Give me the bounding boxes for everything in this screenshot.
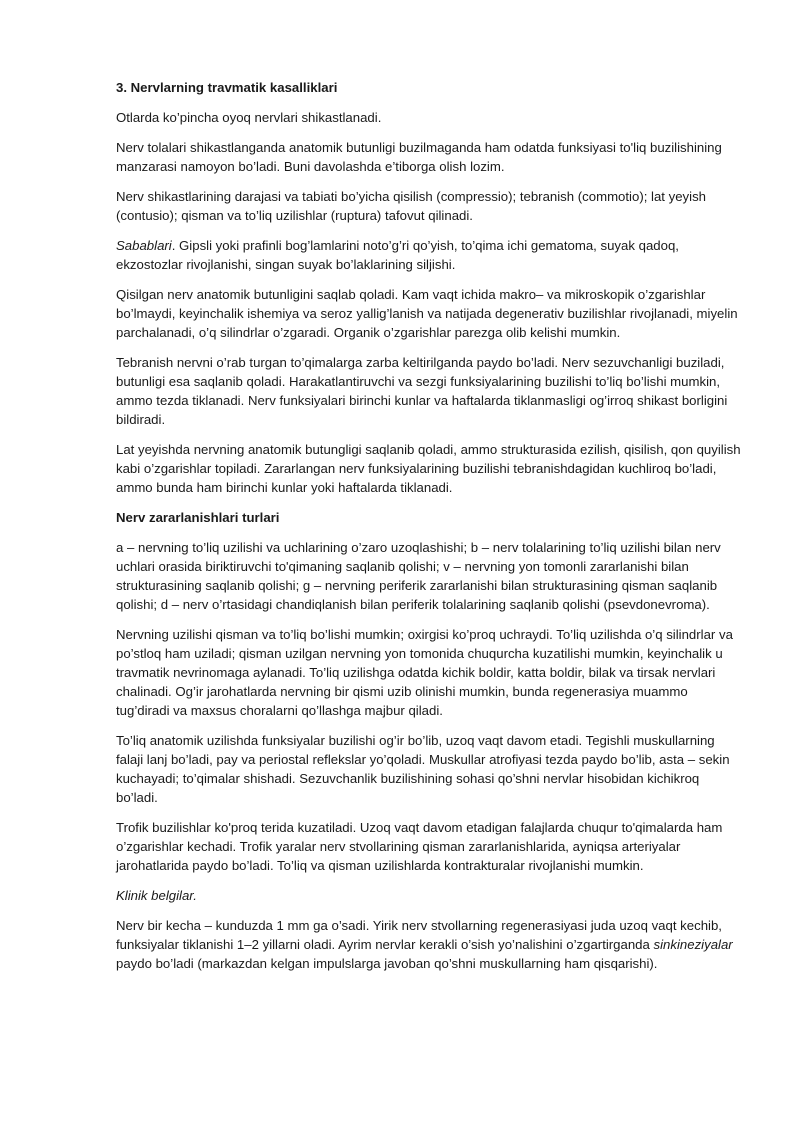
regeneration-text-a: Nerv bir kecha – kunduzda 1 mm ga o’sadi. Yirik nerv stvollarning regenerasiyasi juda uzoq vaqt kechib, funksiyalar tiklanishi 1–2 yillarni oladi. Ayrim nervlar kerakli o’sish yo’nalishini o’zgartirganda	[116, 918, 722, 952]
causes-text: . Gipsli yoki prafinli bog’lamlarini noto’g’ri qo’yish, to’qima ichi gematoma, suyak qadoq, ekzostozlar rivojlanishi, singan suyak bo’laklarining siljishi.	[116, 238, 679, 272]
regeneration-term: sinkineziyalar	[653, 937, 733, 952]
paragraph-injury-types: Nerv shikastlarining darajasi va tabiati bo’yicha qisilish (compressio); tebranish (commotio); lat yeyish (contusio); qisman va to’liq uzilishlar (ruptura) tafovut qilinadi.	[116, 189, 707, 223]
paragraph-complete-rupture: To’liq anatomik uzilishda funksiyalar buzilishi og’ir bo’lib, uzoq vaqt davom etadi. Tegishli muskullarning falaji lanj bo’ladi, pay va periostal reflekslar yo’qoladi. Muskullar atrofiyasi tezda paydo bo’lib, asta – sekin kuchayadi; to’qimalar shishadi. Sezuvchanlik buzilishining sohasi qo’shni nervlar hisobidan kichikroq bo’ladi.	[116, 733, 730, 805]
paragraph-causes	[116, 236, 744, 274]
clinical-signs-label: Klinik belgilar.	[116, 888, 197, 903]
paragraph-trophic: Trofik buzilishlar ko'proq terida kuzatiladi. Uzoq vaqt davom etadigan falajlarda chuqur to'qimalarda ham o’zgarishlar kechadi. Trofik yaralar nerv stvollarining qisman zararlanishlarida, ayniqsa arteriyalar jarohatlarida paydo bo’ladi. To’liq va qisman uzilishlarda kontrakturalar rivojlanishi mumkin.	[116, 820, 723, 873]
paragraph-horses-nerves: Otlarda ko’pincha oyoq nervlari shikastlanadi.	[116, 110, 382, 125]
paragraph-contusion: Lat yeyishda nervning anatomik butungligi saqlanib qoladi, ammo strukturasida ezilish, qisilish, qon quyilish kabi o’zgarishlar topiladi. Zararlangan nerv funksiyalarining buzilishi tebranishdagidan kuchliroq bo’ladi, ammo bunda ham birinchi kunlar yoki haftalarda tiklanadi.	[116, 442, 741, 495]
document-page	[116, 78, 744, 984]
paragraph-compression: Qisilgan nerv anatomik butunligini saqlab qoladi. Kam vaqt ichida makro– va mikroskopik o’zgarishlar bo’lmaydi, keyinchalik ishemiya va seroz yallig’lanish va natijada degenerativ buzilishlar rivojlanadi, miyelin parchalanadi, o’q silindrlar o’zgaradi. Organik o’zgarishlar parezga olib kelishi mumkin.	[116, 287, 738, 340]
paragraph-regeneration	[116, 916, 744, 973]
regeneration-text-b: paydo bo’ladi (markazdan kelgan impulslarga javoban qo’shni muskullarning ham qisqarishi).	[116, 956, 658, 971]
paragraph-commotion: Tebranish nervni o’rab turgan to’qimalarga zarba keltirilganda paydo bo’ladi. Nerv sezuvchanligi buziladi, butunligi esa saqlanib qoladi. Harakatlantiruvchi va sezgi funksiyalarining buzilishi to’liq bo’lishi mumkin, ammo tezda tiklanadi. Nerv funksiyalari birinchi kunlar va haftalarda tiklanmasligi og’irroq shikast borligini bildiradi.	[116, 355, 728, 427]
subheading-damage-types: Nerv zararlanishlari turlari	[116, 510, 280, 525]
paragraph-rupture: Nervning uzilishi qisman va to’liq bo’lishi mumkin; oxirgisi ko’proq uchraydi. To’liq uzilishda o’q silindrlar va po’stloq ham uziladi; qisman uzilgan nervning yon tomonida chuqurcha kuzatilishi mumkin, keyinchalik u travmatik nevrinomaga aylanadi. To’liq uzilishga odatda kichik boldir, katta boldir, bilak va tirsak nervlari chalinadi. Og’ir jarohatlarda nervning bir qismi uzib olinishi mumkin, bunda regenerasiya muammo tug’diradi va maxsus choralarni qo’llashga majbur qiladi.	[116, 627, 733, 718]
paragraph-damage-list: a – nervning to’liq uzilishi va uchlarining o’zaro uzoqlashishi; b – nerv tolalarining to’liq uzilishi bilan nerv uchlari orasida biriktiruvchi to'qimaning saqlanib qolishi; v – nervning yon tomonli zararlanishi bilan strukturasining saqlanib qolishi; g – nervning periferik zararlanishi bilan strukturasining qisman saqlanib qolishi; d – nerv o’rtasidagi chandiqlanish bilan periferik tolalarining saqlanib qolishi (psevdonevroma).	[116, 540, 721, 612]
section-title: 3. Nervlarning travmatik kasalliklari	[116, 80, 338, 95]
causes-label: Sabablari	[116, 238, 172, 253]
paragraph-nerve-fibers: Nerv tolalari shikastlanganda anatomik butunligi buzilmaganda ham odatda funksiyasi to'liq buzilishining manzarasi namoyon bo’ladi. Buni davolashda e’tiborga olish lozim.	[116, 140, 722, 174]
